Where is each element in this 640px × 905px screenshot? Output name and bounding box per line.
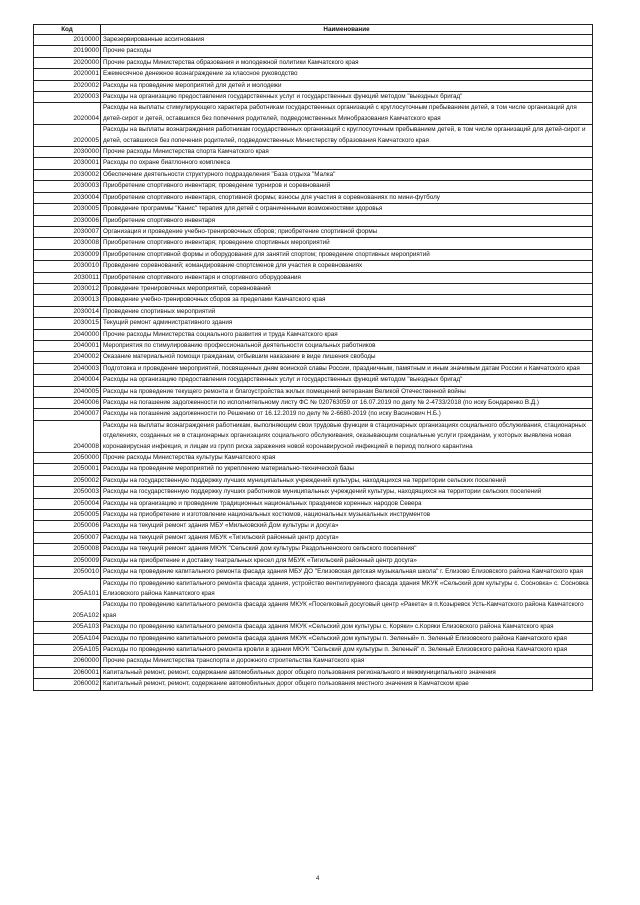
row-name: Расходы на государственную поддержку лучших работников муниципальных учреждений культуры, находящихся на территории сельских поселений: [101, 487, 593, 498]
table-row: [34, 644, 593, 655]
row-code: 2060002: [34, 679, 101, 690]
row-name: Прочие расходы Министерства транспорта и дорожного строительства Камчатского края: [101, 656, 593, 667]
row-name: Проведение программы "Канис" терапия для детей с ограниченными возможностями здоровья: [101, 204, 593, 215]
row-code: 2020000: [34, 57, 101, 68]
row-code: 2030012: [34, 283, 101, 294]
row-code: 2030008: [34, 238, 101, 249]
row-name: Расходы на выплаты стимулирующего характера работникам государственных организаций с круглосуточным пребыванием детей, в том числе организаций для детей-сирот и детей, оставшихся без попечения родителей, подведомственных Минобразования Камчатского края: [101, 103, 593, 125]
row-code: 2019000: [34, 46, 101, 57]
table-row: [34, 147, 593, 158]
row-code: 2030015: [34, 318, 101, 329]
row-name: Расходы по проведению капитального ремонта фасада здания МКУК «Сельский дом культуры с. Коряки» с.Коряки Елизовского района Камчатского края: [101, 622, 593, 633]
row-name: Расходы по проведению капитального ремонта фасада здания, устройство вентилируемого фасада здания МКУК «Сельский дом культуры с. Сосновка» с. Сосновка Елизовского района Камчатского края: [101, 578, 593, 600]
row-name: Проведение учебно-тренировочных сборов за пределами Камчатского края: [101, 295, 593, 306]
row-name: Расходы на проведение мероприятий по укреплению материально-технической базы: [101, 464, 593, 475]
row-name: Прочие расходы Министерства культуры Камчатского края: [101, 453, 593, 464]
row-code: 205A105: [34, 644, 101, 655]
row-code: 2050000: [34, 453, 101, 464]
row-code: 2030001: [34, 158, 101, 169]
table-header-row: [34, 25, 593, 35]
budget-codes-table: [33, 24, 593, 691]
table-row: [34, 375, 593, 386]
table-row: [34, 633, 593, 644]
row-name: Прочие расходы Министерства социального развития и труда Камчатского края: [101, 329, 593, 340]
table-row: [34, 306, 593, 317]
row-name: Оказание материальной помощи гражданам, отбывшим наказание в виде лишения свободы: [101, 352, 593, 363]
row-code: 2040005: [34, 386, 101, 397]
table-row: [34, 57, 593, 68]
table-row: [34, 329, 593, 340]
row-name: Расходы по охране биатлонного комплекса: [101, 158, 593, 169]
row-name: Прочие расходы Министерства спорта Камчатского края: [101, 147, 593, 158]
row-name: Приобретение спортивной формы и оборудования для занятий спортом; проведение спортивных мероприятий: [101, 249, 593, 260]
table-row: [34, 679, 593, 690]
row-name: Прочие расходы Министерства образования и молодежной политики Камчатского края: [101, 57, 593, 68]
row-code: 2050004: [34, 498, 101, 509]
column-header-name: Наименование: [101, 25, 593, 35]
row-code: 205A103: [34, 622, 101, 633]
table-row: [34, 204, 593, 215]
row-name: Обеспечение деятельности структурного подразделения "База отдыха "Малка": [101, 169, 593, 180]
row-code: 2030007: [34, 226, 101, 237]
table-row: [34, 656, 593, 667]
row-name: Приобретение спортивного инвентаря; проведение турниров и соревнований: [101, 181, 593, 192]
table-row: [34, 352, 593, 363]
column-header-code: Код: [34, 25, 101, 35]
row-code: 2030010: [34, 261, 101, 272]
row-code: 2050002: [34, 475, 101, 486]
row-code: 2030009: [34, 249, 101, 260]
table-row: [34, 532, 593, 543]
row-name: Расходы на выплаты вознаграждения работникам государственных организаций с круглосуточным пребыванием детей, в том числе организаций для детей-сирот и детей, оставшихся без попечения родителей, подведомственных Министерству образования Камчатского края: [101, 125, 593, 147]
row-code: 2040003: [34, 363, 101, 374]
table-row: [34, 498, 593, 509]
row-name: Расходы на выплаты вознаграждения работникам, выполняющим свои трудовые функции в стационарных организациях социального обслуживания, стационарных отделениях, созданных не в стационарных организациях социального обслуживания, оказывающим социальные услуги гражданам, у которых выявлена новая коронавирусная инфекция, и лицам из групп риска заражения новой коронавирусной инфекцией в период полного карантина: [101, 420, 593, 452]
table-row: [34, 192, 593, 203]
page-number: 4: [316, 876, 320, 882]
row-code: 2030000: [34, 147, 101, 158]
row-code: 2020004: [34, 103, 101, 125]
table-row: [34, 158, 593, 169]
row-code: 2030002: [34, 169, 101, 180]
row-code: 2020001: [34, 69, 101, 80]
row-name: Организация и проведение учебно-тренировочных сборов; приобретение спортивной формы: [101, 226, 593, 237]
row-name: Приобретение спортивного инвентаря, спортивной формы; взносы для участия в соревнованиях по мини-футболу: [101, 192, 593, 203]
row-name: Приобретение спортивного инвентаря: [101, 215, 593, 226]
table-row: [34, 363, 593, 374]
row-code: 205A102: [34, 600, 101, 622]
row-name: Расходы на проведение мероприятий для детей и молодежи: [101, 80, 593, 91]
table-row: [34, 487, 593, 498]
table-row: [34, 567, 593, 578]
row-name: Текущий ремонт административного здания: [101, 318, 593, 329]
table-row: [34, 667, 593, 678]
table-row: [34, 215, 593, 226]
row-name: Проведение соревнований; командирование спортсменов для участия в соревнованиях: [101, 261, 593, 272]
table-row: [34, 420, 593, 452]
row-code: 2040006: [34, 398, 101, 409]
row-name: Расходы на государственную поддержку лучших муниципальных учреждений культуры, находящихся на территории сельских поселений: [101, 475, 593, 486]
table-row: [34, 409, 593, 420]
row-code: 2010000: [34, 35, 101, 46]
row-code: 2050010: [34, 567, 101, 578]
row-code: 2050009: [34, 555, 101, 566]
table-row: [34, 226, 593, 237]
row-code: 2020005: [34, 125, 101, 147]
row-code: 2050006: [34, 521, 101, 532]
row-name: Расходы на организацию и проведение традиционных национальных праздников коренных народов Севера: [101, 498, 593, 509]
row-name: Мероприятия по стимулированию профессиональной деятельности социальных работников: [101, 340, 593, 351]
row-code: 205A101: [34, 578, 101, 600]
row-name: Расходы на текущий ремонт здания МКУК "Сельский дом культуры Раздольненского сельского поселения": [101, 544, 593, 555]
row-name: Расходы на погашение задолженности по Решению от 16.12.2019 по делу № 2-6680-2019 (по иску Васинович Н.Б.): [101, 409, 593, 420]
table-row: [34, 453, 593, 464]
table-row: [34, 578, 593, 600]
row-name: Расходы по проведению капитального ремонта фасада здания МКУК «Сельский дом культуры п. Зеленый» п. Зеленый Елизовского района Камчатского края: [101, 633, 593, 644]
row-code: 2060000: [34, 656, 101, 667]
table-row: [34, 46, 593, 57]
table-row: [34, 283, 593, 294]
row-code: 205A104: [34, 633, 101, 644]
row-name: Расходы на приобретение и изготовление национальных костюмов, национальных музыкальных инструментов: [101, 510, 593, 521]
table-row: [34, 35, 593, 46]
row-code: 2040001: [34, 340, 101, 351]
row-name: Ежемесячное денежное вознаграждение за классное руководство: [101, 69, 593, 80]
table-row: [34, 125, 593, 147]
table-row: [34, 555, 593, 566]
table-row: [34, 475, 593, 486]
row-name: Приобретение спортивного инвентаря и спортивного оборудования: [101, 272, 593, 283]
row-code: 2040000: [34, 329, 101, 340]
row-code: 2030003: [34, 181, 101, 192]
table-row: [34, 510, 593, 521]
row-name: Расходы на текущий ремонт здания МБУК «Тигильский районный центр досуга»: [101, 532, 593, 543]
row-code: 2050005: [34, 510, 101, 521]
row-code: 2040002: [34, 352, 101, 363]
table-row: [34, 600, 593, 622]
row-name: Расходы на текущий ремонт здания МБУ «Мильковский Дом культуры и досуга»: [101, 521, 593, 532]
row-name: Зарезервированные ассигнования: [101, 35, 593, 46]
table-row: [34, 169, 593, 180]
table-row: [34, 181, 593, 192]
row-name: Расходы на проведение текущего ремонта и благоустройства жилых помещений ветеранам Великой Отечественной войны: [101, 386, 593, 397]
table-row: [34, 261, 593, 272]
table-row: [34, 80, 593, 91]
document-sheet: [33, 24, 593, 691]
table-row: [34, 69, 593, 80]
row-code: 2060001: [34, 667, 101, 678]
row-code: 2020003: [34, 92, 101, 103]
row-name: Приобретение спортивного инвентаря; проведение спортивных мероприятий: [101, 238, 593, 249]
row-code: 2040008: [34, 420, 101, 452]
row-name: Подготовка и проведение мероприятий, посвященных дням воинской славы России, праздничным, памятным и иным значимым датам России и Камчатского края: [101, 363, 593, 374]
table-row: [34, 464, 593, 475]
row-code: 2050001: [34, 464, 101, 475]
row-code: 2030004: [34, 192, 101, 203]
row-name: Расходы на погашение задолженности по исполнительному листу ФС № 020763059 от 16.07.2019 по делу № 2-4733/2018 (по иску Бондаренко В.Д.): [101, 398, 593, 409]
table-body: [34, 35, 593, 691]
table-row: [34, 318, 593, 329]
row-code: 2020002: [34, 80, 101, 91]
table-row: [34, 521, 593, 532]
row-name: Капитальный ремонт, ремонт, содержание автомобильных дорог общего пользования местного значения в Камчатском крае: [101, 679, 593, 690]
row-code: 2030011: [34, 272, 101, 283]
table-row: [34, 398, 593, 409]
table-row: [34, 103, 593, 125]
row-code: 2050008: [34, 544, 101, 555]
row-name: Капитальный ремонт, ремонт, содержание автомобильных дорог общего пользования регионального и межмуниципального значения: [101, 667, 593, 678]
table-row: [34, 622, 593, 633]
table-row: [34, 544, 593, 555]
table-row: [34, 340, 593, 351]
row-code: 2030005: [34, 204, 101, 215]
row-name: Расходы по проведению капитального ремонта кровли в здании МКУК "Сельский дом культуры п. Зеленый" п. Зеленый Елизовского района Камчатского края: [101, 644, 593, 655]
row-name: Проведение спортивных мероприятий: [101, 306, 593, 317]
row-code: 2040004: [34, 375, 101, 386]
table-row: [34, 295, 593, 306]
row-name: Расходы на проведение капитального ремонта фасада здания МБУ ДО "Елизовская детская музыкальная школа" г. Елизово Елизовского района Камчатского края: [101, 567, 593, 578]
row-code: 2030006: [34, 215, 101, 226]
row-name: Проведение тренировочных мероприятий, соревнований: [101, 283, 593, 294]
row-code: 2050003: [34, 487, 101, 498]
row-code: 2040007: [34, 409, 101, 420]
table-row: [34, 238, 593, 249]
row-name: Расходы на организацию предоставления государственных услуг и государственных функций методом "выездных бригад": [101, 375, 593, 386]
row-name: Расходы по проведению капитального ремонта фасада здания МКУК «Поселковый досуговый центр «Ракета» в п.Козыревск Усть-Камчатского района Камчатского края: [101, 600, 593, 622]
table-row: [34, 249, 593, 260]
row-code: 2030013: [34, 295, 101, 306]
table-row: [34, 386, 593, 397]
table-row: [34, 92, 593, 103]
row-name: Прочие расходы: [101, 46, 593, 57]
row-code: 2030014: [34, 306, 101, 317]
row-name: Расходы на организацию предоставления государственных услуг и государственных функций методом "выездных бригад": [101, 92, 593, 103]
row-code: 2050007: [34, 532, 101, 543]
row-name: Расходы на приобретение и доставку театральных кресел для МБУК «Тигильский районный центр досуга»: [101, 555, 593, 566]
table-row: [34, 272, 593, 283]
